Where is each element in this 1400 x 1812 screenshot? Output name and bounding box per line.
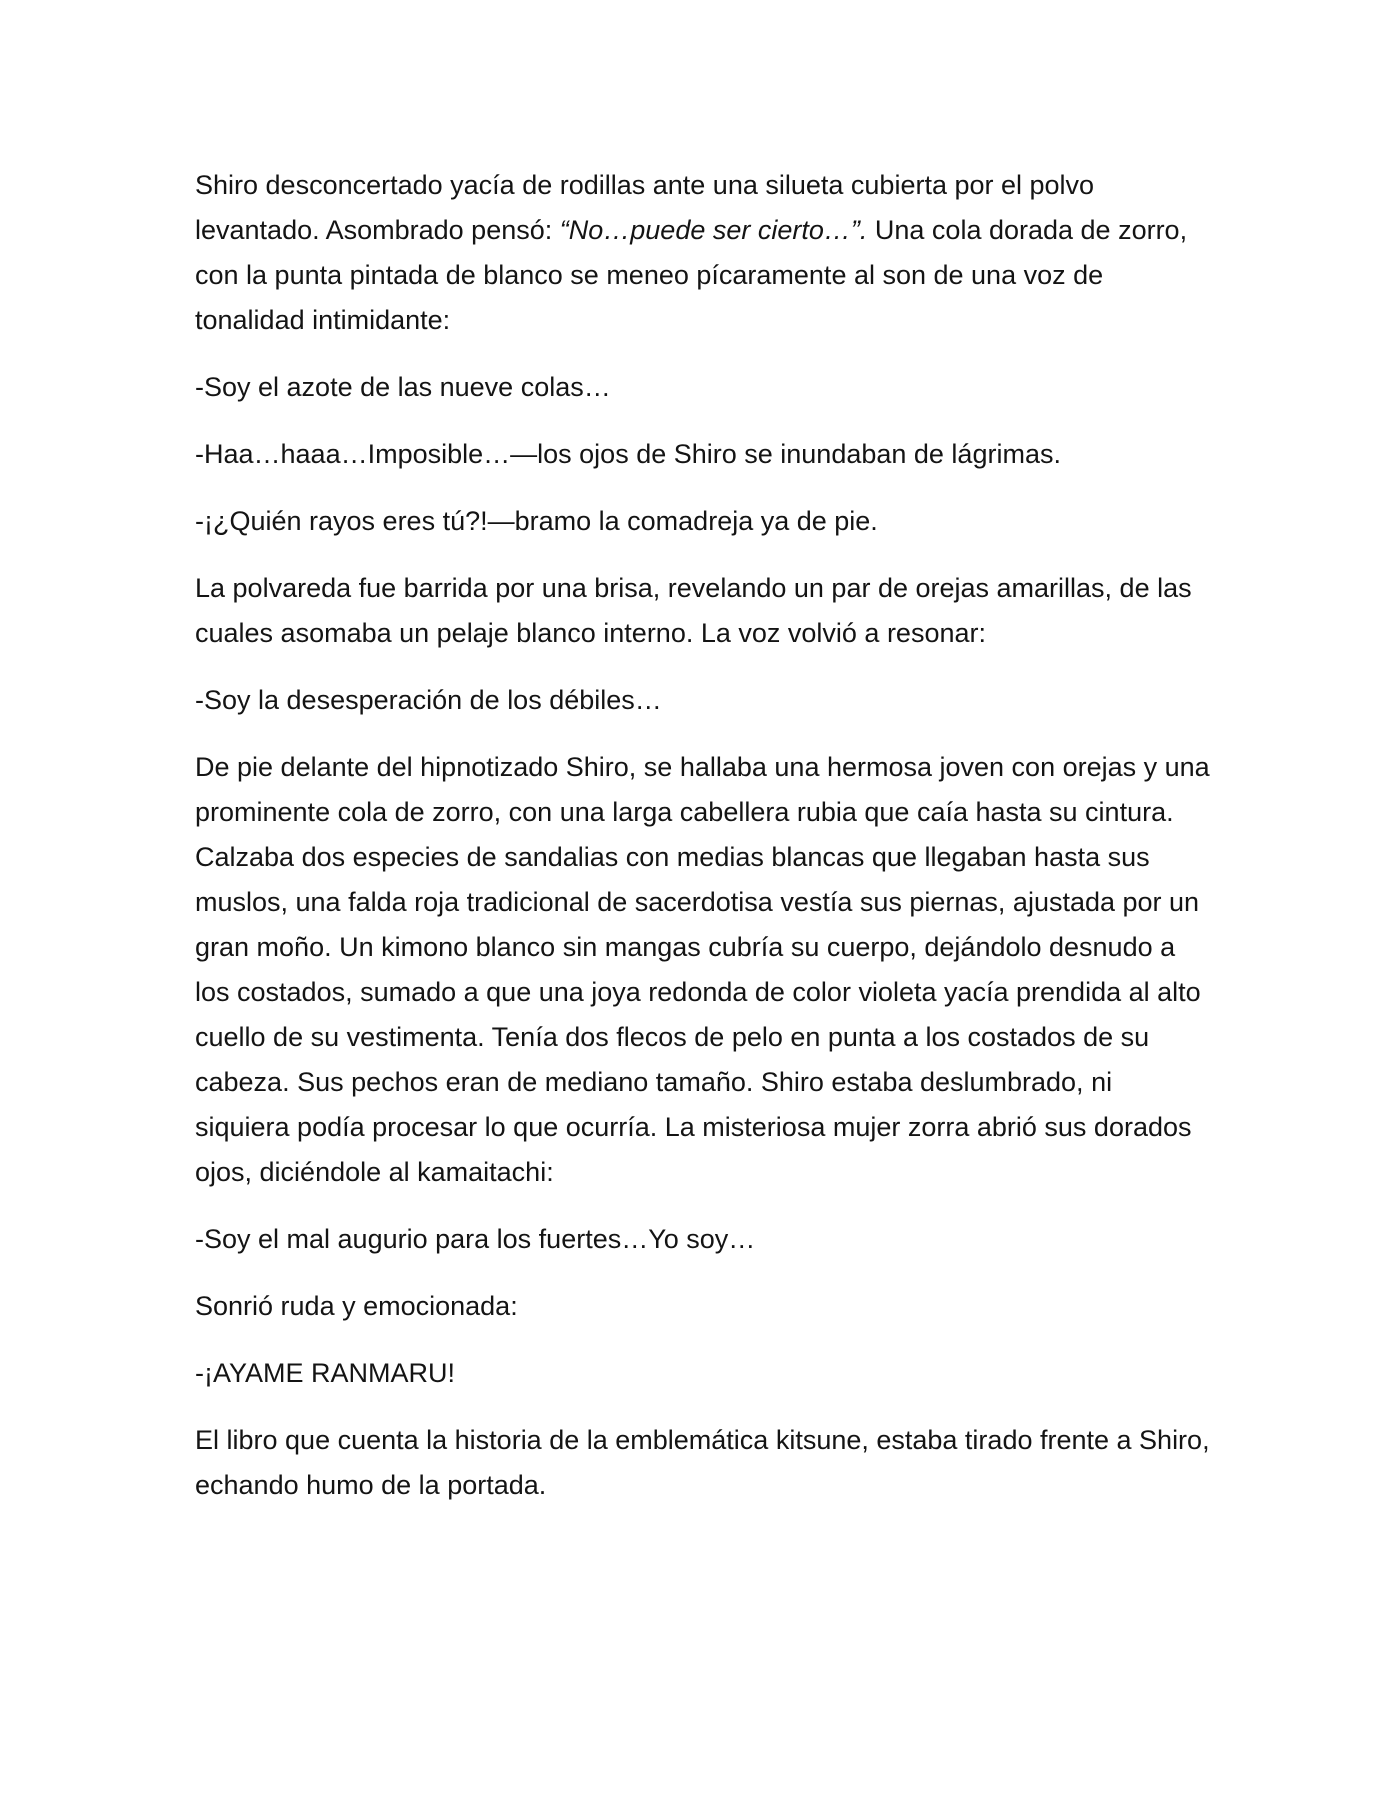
paragraph-1-italic-thought: “No…puede ser cierto…”.	[559, 215, 868, 245]
paragraph-1-text-start: Shiro desconcertado yacía de rodillas ante una silueta cubierta por el polvo levantado. Asombrado pensó:	[195, 170, 1095, 245]
paragraph-4: -¡¿Quién rayos eres tú?!—bramo la comadreja ya de pie.	[195, 506, 878, 536]
paragraph-10: -¡AYAME RANMARU!	[195, 1358, 456, 1388]
paragraph-1-text-end: Una cola dorada de zorro, con la punta pintada de blanco se meneo pícaramente al son de una voz de tonalidad intimidante:	[195, 215, 1188, 335]
paragraph-3: -Haa…haaa…Imposible…—los ojos de Shiro se inundaban de lágrimas.	[195, 439, 1061, 469]
paragraph-2: -Soy el azote de las nueve colas…	[195, 372, 611, 402]
document-body	[195, 163, 1210, 1530]
paragraph-6: -Soy la desesperación de los débiles…	[195, 685, 662, 715]
paragraph-8: -Soy el mal augurio para los fuertes…Yo soy…	[195, 1224, 756, 1254]
paragraph-1	[195, 163, 1210, 343]
paragraph-9: Sonrió ruda y emocionada:	[195, 1291, 518, 1321]
paragraph-5: La polvareda fue barrida por una brisa, revelando un par de orejas amarillas, de las cuales asomaba un pelaje blanco interno. La voz volvió a resonar:	[195, 573, 1192, 648]
paragraph-7: De pie delante del hipnotizado Shiro, se hallaba una hermosa joven con orejas y una prominente cola de zorro, con una larga cabellera rubia que caía hasta su cintura. Calzaba dos especies de sandalias con medias blancas que llegaban hasta sus muslos, una falda roja tradicional de sacerdotisa vestía sus piernas, ajustada por un gran moño. Un kimono blanco sin mangas cubría su cuerpo, dejándolo desnudo a los costados, sumado a que una joya redonda de color violeta yacía prendida al alto cuello de su vestimenta. Tenía dos flecos de pelo en punta a los costados de su cabeza. Sus pechos eran de mediano tamaño. Shiro estaba deslumbrado, ni siquiera podía procesar lo que ocurría. La misteriosa mujer zorra abrió sus dorados ojos, diciéndole al kamaitachi:	[195, 752, 1210, 1187]
paragraph-11: El libro que cuenta la historia de la emblemática kitsune, estaba tirado frente a Shiro, echando humo de la portada.	[195, 1425, 1210, 1500]
